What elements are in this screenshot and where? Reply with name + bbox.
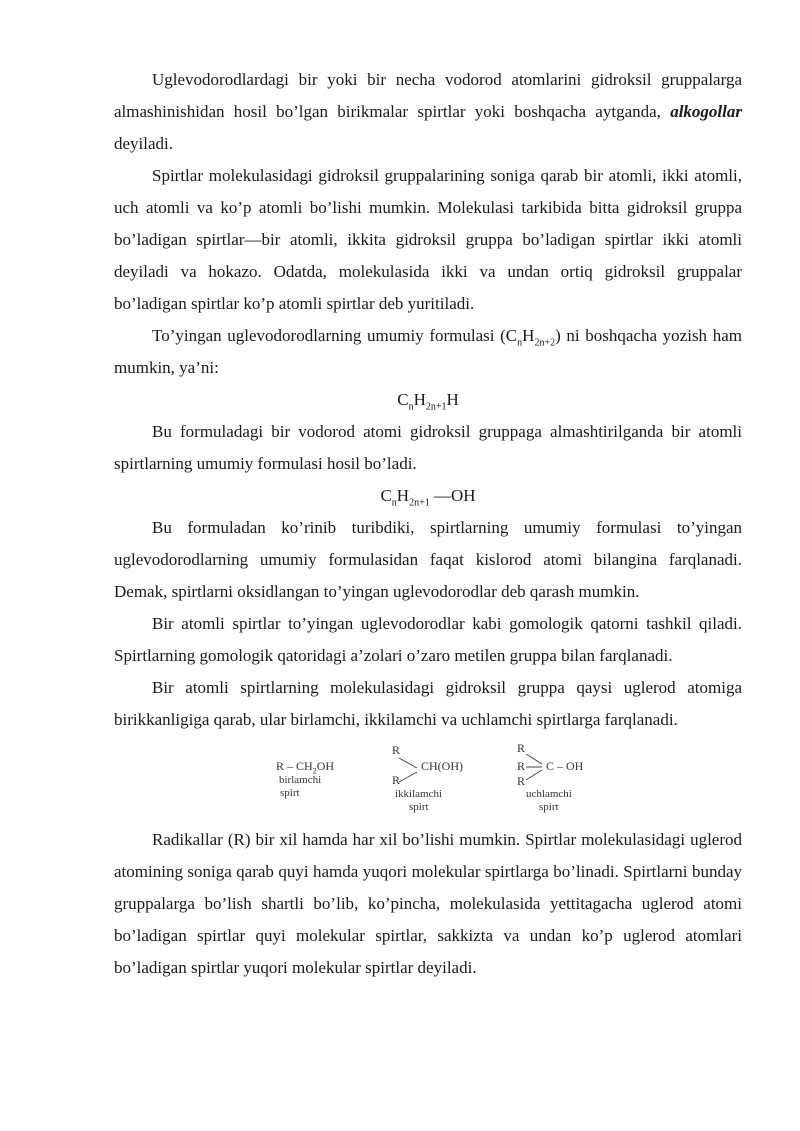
tertiary-label-2: spirt xyxy=(539,801,559,813)
tertiary-bond-top xyxy=(526,754,542,764)
primary-formula-b: OH xyxy=(316,759,335,773)
formula-2-sub-n: n xyxy=(391,497,397,509)
paragraph-1 xyxy=(114,64,742,160)
primary-label-1: birlamchi xyxy=(279,774,322,786)
paragraph-6: Bir atomli spirtlar to’yingan uglevodorodlar kabi gomologik qatorni tashkil qiladi. Spirtlarning gomologik qatoridagi a’zolari o’zaro metilen gruppa bilan farqlanadi. xyxy=(114,614,742,665)
primary-alcohol-formula xyxy=(276,759,335,776)
document-page xyxy=(114,64,742,984)
secondary-label-2: spirt xyxy=(409,801,429,813)
paragraph-3-sub-n: n xyxy=(517,337,523,349)
formula-alkane xyxy=(114,384,742,416)
paragraph-5: Bu formuladan ko’rinib turibdiki, spirtlarning umumiy formulasi to’yingan uglevodorodlarning umumiy formulasidan faqat kislorod atomi bilangina farqlanadi. Demak, spirtlarni oksidlangan to’yingan uglevodorodlar deb qarash mumkin. xyxy=(114,518,742,601)
formula-1-c: C xyxy=(397,390,409,409)
tertiary-r-mid: R xyxy=(517,759,526,773)
formula-2-c: C xyxy=(380,486,392,505)
secondary-r-top: R xyxy=(392,743,401,757)
primary-label-2: spirt xyxy=(280,787,300,799)
secondary-bond-top xyxy=(399,758,417,768)
formula-2-tail: —OH xyxy=(429,486,476,505)
formula-2-sub: 2n+1 xyxy=(409,497,430,509)
paragraph-3-text-a: To’yingan uglevodorodlarning umumiy formulasi (C xyxy=(152,326,518,345)
paragraph-3-text-b: ) ni boshqacha yozish ham mumkin, ya’ni: xyxy=(114,326,742,377)
paragraph-1-text-b: deyiladi. xyxy=(114,134,174,153)
formula-1-sub-n: n xyxy=(408,401,414,413)
tertiary-r-top: R xyxy=(517,741,526,755)
paragraph-3-sub-2n2: 2n+2 xyxy=(534,337,556,349)
paragraph-3-h: H xyxy=(522,326,535,345)
secondary-bond-bottom xyxy=(399,772,417,782)
tertiary-bond-bottom xyxy=(526,770,542,780)
paragraph-3 xyxy=(114,320,742,384)
formula-2-h: H xyxy=(396,486,410,505)
secondary-r-bottom: R xyxy=(392,773,401,787)
formula-1-sub: 2n+1 xyxy=(425,401,447,413)
primary-formula-sub: 2 xyxy=(312,766,317,776)
paragraph-2: Spirtlar molekulasidagi gidroksil gruppalarining soniga qarab bir atomli, ikki atomli, uch atomli va ko’p atomli bo’lishi mumkin. Molekulasi tarkibida bitta gidroksil gruppa bo’ladigan spirtlar—bir atomli, ikkita gidroksil gruppa bo’ladigan spirtlar ikki atomli deyiladi va hokazo. Odatda, molekulasida ikki va undan ortiq gidroksil gruppalar bo’ladigan spirtlar ko’p atomli spirtlar deb yuritiladi. xyxy=(114,166,742,313)
formula-1-tail: H xyxy=(446,390,459,409)
paragraph-8: Radikallar (R) bir xil hamda har xil bo’lishi mumkin. Spirtlar molekulasidagi uglerod atomining soniga qarab quyi hamda yuqori molekular spirtlarga bo’linadi. Spirtlarni bunday gruppalarga bo’lish shartli bo’lib, ko’pincha, molekulasida yettitagacha uglerod atomi bo’ladigan spirtlar quyi molekular spirtlar, sakkizta va undan ko’p uglerod atomlari bo’ladigan spirtlar yuqori molekular spirtlar deyiladi. xyxy=(114,830,742,977)
tertiary-alcohol-formula: C – OH xyxy=(546,759,584,773)
alcohol-types-diagram xyxy=(114,742,742,820)
formula-1-h: H xyxy=(413,390,426,409)
tertiary-label-1: uchlamchi xyxy=(526,788,572,800)
tertiary-r-bottom: R xyxy=(517,774,526,788)
paragraph-1-text-a: Uglevodorodlardagi bir yoki bir necha vodorod atomlarini gidroksil gruppalarga almashinishidan hosil bo’lgan birikmalar spirtlar yoki boshqacha aytganda, xyxy=(114,70,742,121)
paragraph-4: Bu formuladagi bir vodorod atomi gidroksil gruppaga almashtirilganda bir atomli spirtlarning umumiy formulasi hosil bo’ladi. xyxy=(114,422,742,473)
formula-alcohol xyxy=(114,480,742,512)
primary-formula-a: R – CH xyxy=(276,759,313,773)
secondary-alcohol-formula: CH(OH) xyxy=(421,759,463,773)
secondary-label-1: ikkilamchi xyxy=(395,788,443,800)
paragraph-7: Bir atomli spirtlarning molekulasidagi gidroksil gruppa qaysi uglerod atomiga birikkanligiga qarab, ular birlamchi, ikkilamchi va uchlamchi spirtlarga farqlanadi. xyxy=(114,678,742,729)
term-alkogollar: alkogollar xyxy=(670,102,742,121)
